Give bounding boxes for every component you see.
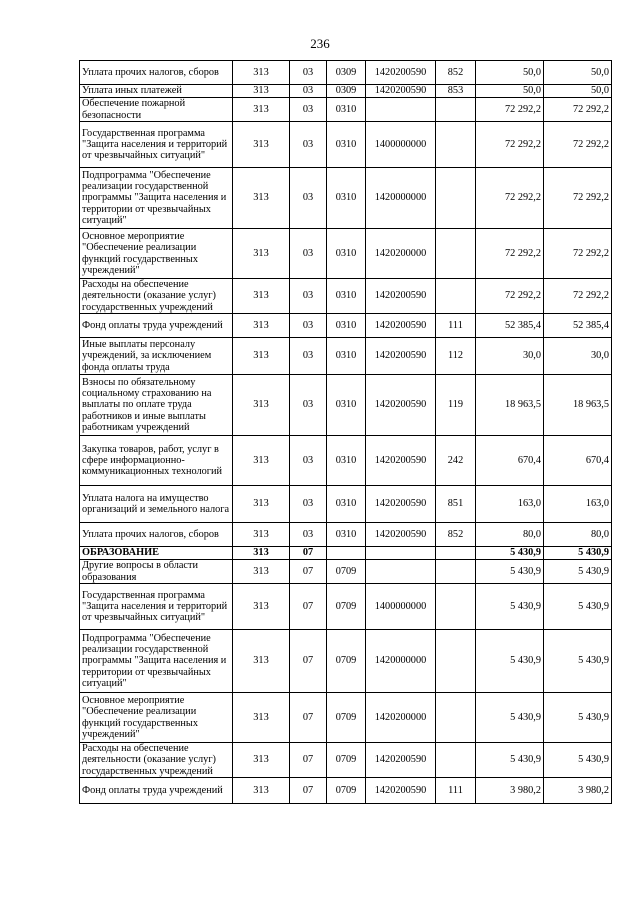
amount-1: 3 980,2 (476, 778, 544, 804)
target-article-code: 1420000000 (366, 168, 436, 229)
subsection-code: 0709 (327, 743, 366, 778)
expense-type-code: 111 (436, 314, 476, 338)
subsection-code: 0310 (327, 168, 366, 229)
row-name: Фонд оплаты труда учреждений (80, 314, 233, 338)
table-row (80, 547, 612, 560)
amount-1: 670,4 (476, 436, 544, 486)
table-row (80, 693, 612, 743)
subsection-code: 0310 (327, 436, 366, 486)
table-row (80, 486, 612, 523)
target-article-code: 1420200000 (366, 693, 436, 743)
row-name: Обеспечение пожарной безопасности (80, 98, 233, 122)
expense-type-code (436, 630, 476, 693)
section-code: 07 (290, 547, 327, 560)
amount-2: 52 385,4 (544, 314, 612, 338)
section-code: 07 (290, 560, 327, 584)
ved-code: 313 (233, 584, 290, 630)
subsection-code: 0310 (327, 523, 366, 547)
table-row (80, 560, 612, 584)
table-row (80, 778, 612, 804)
expense-type-code (436, 743, 476, 778)
amount-1: 72 292,2 (476, 279, 544, 314)
section-code: 03 (290, 523, 327, 547)
section-code: 07 (290, 693, 327, 743)
ved-code: 313 (233, 436, 290, 486)
expense-type-code: 242 (436, 436, 476, 486)
ved-code: 313 (233, 486, 290, 523)
target-article-code: 1420200590 (366, 279, 436, 314)
amount-2: 3 980,2 (544, 778, 612, 804)
table-row (80, 229, 612, 279)
amount-2: 5 430,9 (544, 560, 612, 584)
amount-1: 50,0 (476, 61, 544, 85)
target-article-code: 1420200590 (366, 375, 436, 436)
ved-code: 313 (233, 229, 290, 279)
amount-2: 50,0 (544, 61, 612, 85)
amount-1: 52 385,4 (476, 314, 544, 338)
amount-2: 72 292,2 (544, 229, 612, 279)
section-code: 03 (290, 279, 327, 314)
subsection-code (327, 547, 366, 560)
table-row (80, 168, 612, 229)
row-name: Уплата иных платежей (80, 85, 233, 98)
subsection-code: 0310 (327, 98, 366, 122)
amount-1: 72 292,2 (476, 122, 544, 168)
amount-1: 5 430,9 (476, 547, 544, 560)
amount-2: 5 430,9 (544, 693, 612, 743)
subsection-code: 0310 (327, 486, 366, 523)
row-name: Другие вопросы в области образования (80, 560, 233, 584)
expense-type-code: 111 (436, 778, 476, 804)
target-article-code: 1420200590 (366, 778, 436, 804)
subsection-code: 0709 (327, 560, 366, 584)
table-row (80, 314, 612, 338)
expense-type-code (436, 229, 476, 279)
row-name: Уплата прочих налогов, сборов (80, 61, 233, 85)
amount-2: 5 430,9 (544, 547, 612, 560)
budget-table-body (80, 61, 612, 804)
target-article-code: 1420200590 (366, 61, 436, 85)
subsection-code: 0709 (327, 693, 366, 743)
target-article-code: 1420200590 (366, 486, 436, 523)
ved-code: 313 (233, 778, 290, 804)
target-article-code: 1420000000 (366, 630, 436, 693)
ved-code: 313 (233, 547, 290, 560)
subsection-code: 0310 (327, 338, 366, 375)
amount-1: 30,0 (476, 338, 544, 375)
section-code: 03 (290, 314, 327, 338)
expense-type-code: 119 (436, 375, 476, 436)
target-article-code (366, 98, 436, 122)
target-article-code: 1400000000 (366, 122, 436, 168)
target-article-code (366, 547, 436, 560)
target-article-code: 1400000000 (366, 584, 436, 630)
amount-2: 80,0 (544, 523, 612, 547)
amount-2: 5 430,9 (544, 743, 612, 778)
subsection-code: 0310 (327, 122, 366, 168)
amount-1: 5 430,9 (476, 630, 544, 693)
section-code: 03 (290, 486, 327, 523)
section-code: 03 (290, 168, 327, 229)
target-article-code: 1420200590 (366, 523, 436, 547)
amount-2: 72 292,2 (544, 279, 612, 314)
row-name: Закупка товаров, работ, услуг в сфере информационно-коммуникационных технологий (80, 436, 233, 486)
section-code: 03 (290, 338, 327, 375)
table-row (80, 523, 612, 547)
amount-1: 5 430,9 (476, 584, 544, 630)
subsection-code: 0309 (327, 61, 366, 85)
amount-2: 72 292,2 (544, 168, 612, 229)
ved-code: 313 (233, 168, 290, 229)
ved-code: 313 (233, 693, 290, 743)
row-name: Иные выплаты персоналу учреждений, за исключением фонда оплаты труда (80, 338, 233, 375)
target-article-code: 1420200590 (366, 85, 436, 98)
amount-2: 72 292,2 (544, 122, 612, 168)
ved-code: 313 (233, 61, 290, 85)
row-name: Фонд оплаты труда учреждений (80, 778, 233, 804)
ved-code: 313 (233, 743, 290, 778)
row-name: Основное мероприятие "Обеспечение реализации функций государственных учреждений" (80, 693, 233, 743)
section-code: 03 (290, 436, 327, 486)
amount-1: 50,0 (476, 85, 544, 98)
ved-code: 313 (233, 375, 290, 436)
row-name: Уплата налога на имущество организаций и земельного налога (80, 486, 233, 523)
target-article-code: 1420200590 (366, 436, 436, 486)
expense-type-code (436, 122, 476, 168)
table-row (80, 122, 612, 168)
expense-type-code: 853 (436, 85, 476, 98)
table-row (80, 584, 612, 630)
amount-1: 72 292,2 (476, 98, 544, 122)
ved-code: 313 (233, 279, 290, 314)
subsection-code: 0709 (327, 778, 366, 804)
amount-2: 5 430,9 (544, 584, 612, 630)
subsection-code: 0709 (327, 584, 366, 630)
target-article-code: 1420200590 (366, 743, 436, 778)
row-name: Расходы на обеспечение деятельности (оказание услуг) государственных учреждений (80, 743, 233, 778)
budget-table (79, 60, 612, 804)
table-row (80, 630, 612, 693)
expense-type-code (436, 693, 476, 743)
amount-2: 670,4 (544, 436, 612, 486)
ved-code: 313 (233, 523, 290, 547)
amount-1: 163,0 (476, 486, 544, 523)
table-row (80, 338, 612, 375)
row-name: Государственная программа "Защита населения и территорий от чрезвычайных ситуаций" (80, 122, 233, 168)
table-row (80, 743, 612, 778)
row-name: Расходы на обеспечение деятельности (оказание услуг) государственных учреждений (80, 279, 233, 314)
section-code: 03 (290, 229, 327, 279)
ved-code: 313 (233, 338, 290, 375)
ved-code: 313 (233, 560, 290, 584)
section-code: 03 (290, 85, 327, 98)
section-code: 03 (290, 122, 327, 168)
expense-type-code: 112 (436, 338, 476, 375)
subsection-code: 0310 (327, 279, 366, 314)
expense-type-code (436, 584, 476, 630)
section-code: 07 (290, 778, 327, 804)
target-article-code: 1420200000 (366, 229, 436, 279)
row-name: Основное мероприятие "Обеспечение реализации функций государственных учреждений" (80, 229, 233, 279)
amount-2: 18 963,5 (544, 375, 612, 436)
page-number: 236 (310, 36, 330, 51)
amount-1: 72 292,2 (476, 168, 544, 229)
expense-type-code (436, 547, 476, 560)
section-code: 03 (290, 98, 327, 122)
expense-type-code (436, 168, 476, 229)
expense-type-code (436, 279, 476, 314)
table-row (80, 279, 612, 314)
section-code: 03 (290, 61, 327, 85)
amount-2: 30,0 (544, 338, 612, 375)
subsection-code: 0310 (327, 229, 366, 279)
amount-1: 80,0 (476, 523, 544, 547)
section-code: 03 (290, 375, 327, 436)
ved-code: 313 (233, 122, 290, 168)
amount-1: 18 963,5 (476, 375, 544, 436)
expense-type-code: 852 (436, 523, 476, 547)
expense-type-code (436, 560, 476, 584)
table-row (80, 375, 612, 436)
target-article-code: 1420200590 (366, 314, 436, 338)
row-name: Уплата прочих налогов, сборов (80, 523, 233, 547)
amount-1: 5 430,9 (476, 693, 544, 743)
subsection-code: 0310 (327, 314, 366, 338)
ved-code: 313 (233, 630, 290, 693)
row-name: ОБРАЗОВАНИЕ (80, 547, 233, 560)
ved-code: 313 (233, 98, 290, 122)
subsection-code: 0310 (327, 375, 366, 436)
row-name: Подпрограмма "Обеспечение реализации государственной программы "Защита населения и территории от чрезвычайных ситуаций" (80, 630, 233, 693)
table-row (80, 85, 612, 98)
table-row (80, 98, 612, 122)
ved-code: 313 (233, 314, 290, 338)
section-code: 07 (290, 630, 327, 693)
section-code: 07 (290, 584, 327, 630)
amount-2: 72 292,2 (544, 98, 612, 122)
expense-type-code: 851 (436, 486, 476, 523)
table-row (80, 436, 612, 486)
table-row (80, 61, 612, 85)
amount-1: 5 430,9 (476, 743, 544, 778)
amount-2: 5 430,9 (544, 630, 612, 693)
row-name: Взносы по обязательному социальному страхованию на выплаты по оплате труда работников и иные выплаты работникам учреждений (80, 375, 233, 436)
subsection-code: 0709 (327, 630, 366, 693)
subsection-code: 0309 (327, 85, 366, 98)
amount-1: 72 292,2 (476, 229, 544, 279)
expense-type-code (436, 98, 476, 122)
ved-code: 313 (233, 85, 290, 98)
amount-2: 50,0 (544, 85, 612, 98)
expense-type-code: 852 (436, 61, 476, 85)
target-article-code (366, 560, 436, 584)
amount-1: 5 430,9 (476, 560, 544, 584)
target-article-code: 1420200590 (366, 338, 436, 375)
row-name: Государственная программа "Защита населения и территорий от чрезвычайных ситуаций" (80, 584, 233, 630)
amount-2: 163,0 (544, 486, 612, 523)
section-code: 07 (290, 743, 327, 778)
row-name: Подпрограмма "Обеспечение реализации государственной программы "Защита населения и территории от чрезвычайных ситуаций" (80, 168, 233, 229)
